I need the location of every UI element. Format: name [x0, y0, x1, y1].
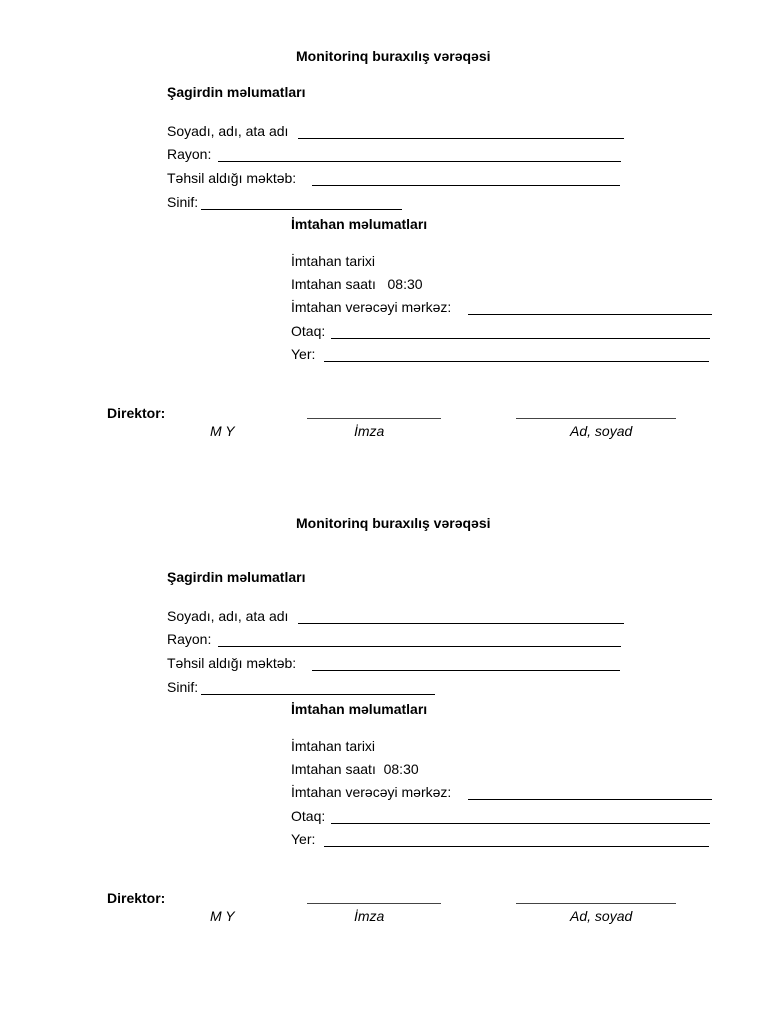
director-label: Direktor:	[107, 405, 166, 421]
exam-center-field[interactable]	[468, 799, 712, 800]
room-field[interactable]	[331, 338, 710, 339]
district-label: Rayon:	[167, 631, 216, 647]
fullname-label: Soyadı, adı, ata adı	[167, 608, 289, 624]
seat-field[interactable]	[324, 846, 709, 847]
class-field[interactable]	[201, 209, 402, 210]
exam-center-label: İmtahan verəcəyi mərkəz:	[291, 299, 456, 315]
form-title: Monitorinq buraxılış vərəqəsi	[296, 48, 491, 64]
name-caption: Ad, soyad	[570, 423, 633, 439]
room-label: Otaq:	[291, 323, 330, 339]
name-caption: Ad, soyad	[570, 908, 633, 924]
signature-caption: İmza	[354, 908, 385, 924]
exam-info-heading: İmtahan məlumatları	[291, 701, 428, 717]
school-field[interactable]	[312, 185, 620, 186]
exam-center-label: İmtahan verəcəyi mərkəz:	[291, 784, 456, 800]
class-label: Sinif:	[167, 194, 199, 210]
signature-line[interactable]	[307, 418, 441, 419]
student-info-heading: Şagirdin məlumatları	[167, 84, 306, 100]
exam-date-label: İmtahan tarixi	[291, 253, 376, 269]
exam-info-heading: İmtahan məlumatları	[291, 216, 428, 232]
class-label: Sinif:	[167, 679, 199, 695]
fullname-field[interactable]	[298, 138, 624, 139]
room-field[interactable]	[331, 823, 710, 824]
seat-field[interactable]	[324, 361, 709, 362]
exam-time-label: Imtahan saatı 08:30	[291, 276, 423, 292]
name-line[interactable]	[516, 418, 676, 419]
signature-line[interactable]	[307, 903, 441, 904]
district-label: Rayon:	[167, 146, 216, 162]
class-field[interactable]	[201, 694, 435, 695]
form-title: Monitorinq buraxılış vərəqəsi	[296, 515, 491, 531]
seat-label: Yer:	[291, 831, 320, 847]
school-label: Təhsil aldığı məktəb:	[167, 655, 301, 671]
district-field[interactable]	[218, 646, 621, 647]
seat-label: Yer:	[291, 346, 320, 362]
room-label: Otaq:	[291, 808, 330, 824]
name-line[interactable]	[516, 903, 676, 904]
fullname-field[interactable]	[298, 623, 624, 624]
school-label: Təhsil aldığı məktəb:	[167, 170, 301, 186]
stamp-label: M Y	[210, 908, 235, 924]
exam-date-label: İmtahan tarixi	[291, 738, 376, 754]
school-field[interactable]	[312, 670, 620, 671]
director-label: Direktor:	[107, 890, 166, 906]
fullname-label: Soyadı, adı, ata adı	[167, 123, 289, 139]
signature-caption: İmza	[354, 423, 385, 439]
district-field[interactable]	[218, 161, 621, 162]
admission-form-1	[0, 0, 768, 470]
exam-center-field[interactable]	[468, 314, 712, 315]
admission-form-2	[0, 485, 768, 955]
stamp-label: M Y	[210, 423, 235, 439]
exam-time-label: Imtahan saatı 08:30	[291, 761, 419, 777]
student-info-heading: Şagirdin məlumatları	[167, 569, 306, 585]
